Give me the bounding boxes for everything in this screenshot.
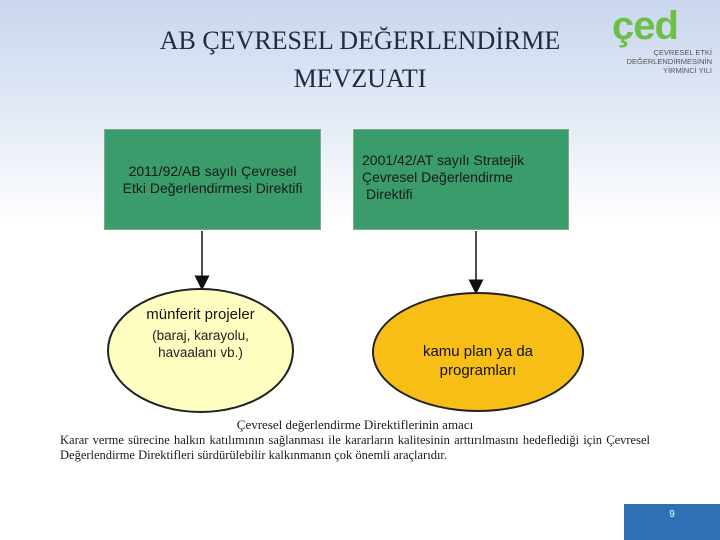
page-number-badge (624, 504, 720, 540)
ced-logo-mark: çed (612, 4, 678, 48)
ced-logo-tag-line1: ÇEVRESEL ETKİ (653, 48, 712, 57)
ced-logo-tag-line3: YİRMİNCİ YILI (662, 66, 712, 75)
sea-directive-line2: Çevresel Değerlendirme (362, 169, 513, 185)
purpose-body: Karar verme sürecine halkın katılımının sağlanması ile kararların kalitesinin arttırılmasını hedeflediği için Çevresel Değerlendirme Direktifleri sürdürülebilir kalkınmanın çok önemli araçlarıdır. (60, 433, 650, 462)
slide-title-line2: MEVZUATI (293, 64, 427, 93)
eia-directive-line2: Etki Değerlendirmesi Direktifi (122, 180, 303, 196)
slide-title-line1: AB ÇEVRESEL DEĞERLENDİRME (159, 26, 561, 55)
plans-oval-title: kamu plan ya da programları (422, 343, 534, 379)
projects-oval (107, 288, 294, 413)
sea-directive-line1: 2001/42/AT sayılı Stratejik (362, 152, 525, 168)
projects-oval-examples: (baraj, karayolu, havaalanı vb.) (152, 328, 249, 360)
page-number: 9 (669, 509, 675, 520)
ced-logo-tag-line2: DEĞERLENDİRMESİNİN (626, 57, 712, 66)
sea-directive-line3: Direktifi (366, 186, 413, 202)
projects-oval-title: münferit projeler (146, 306, 255, 323)
purpose-heading: Çevresel değerlendirme Direktiflerinin amacı (236, 417, 474, 432)
eia-directive-line1: 2011/92/AB sayılı Çevresel (128, 163, 297, 179)
directive-purpose-text (60, 417, 650, 463)
plans-oval (372, 292, 584, 412)
